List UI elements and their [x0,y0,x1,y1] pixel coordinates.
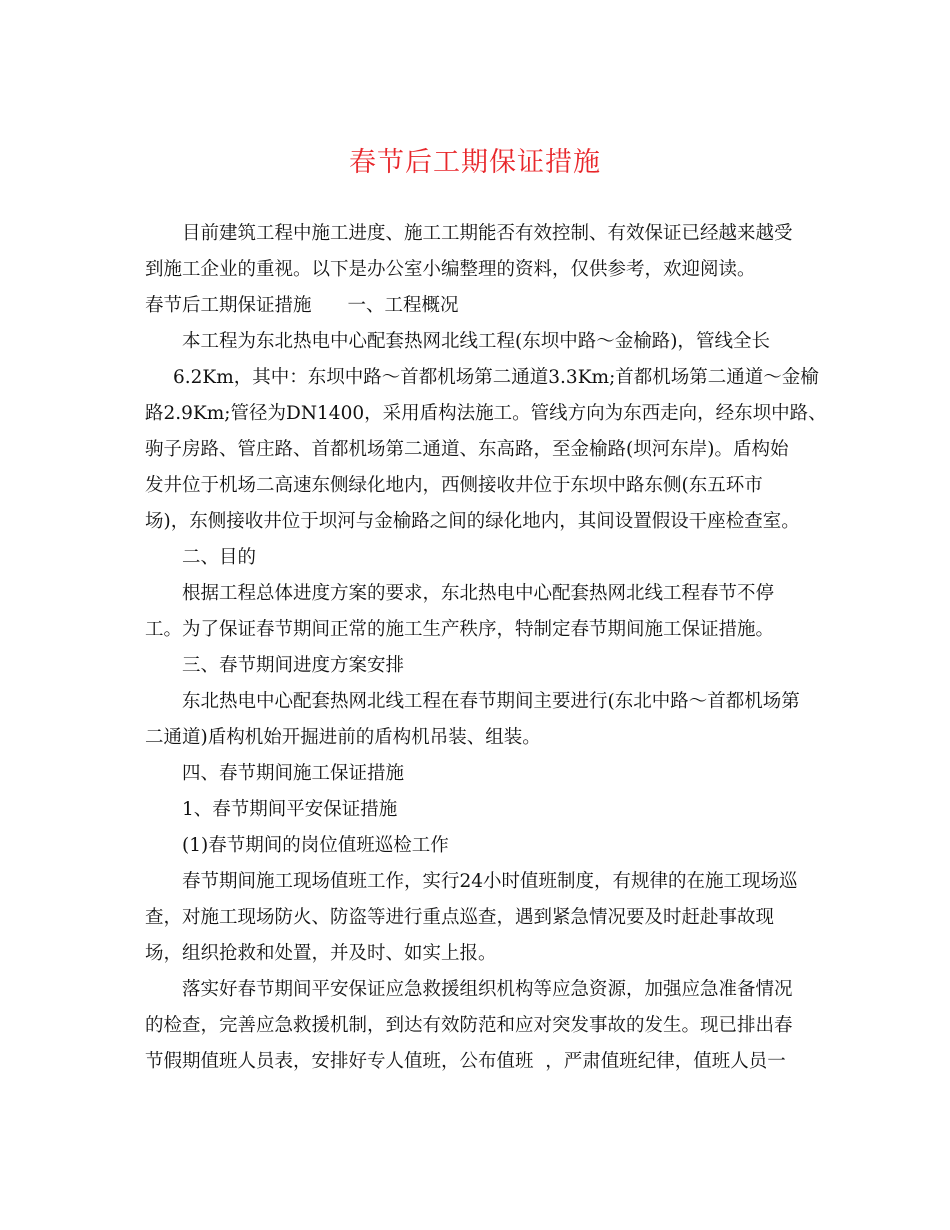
paragraph-line: 6.2Km，其中：东坝中路～首都机场第二通道3.3Km;首都机场第二通道～金榆 [173,367,819,388]
paragraph-line: 二通道)盾构机始开掘进前的盾构机吊装、组装。 [145,727,541,748]
paragraph-line: 本工程为东北热电中心配套热网北线工程(东坝中路～金榆路)，管线全长 [182,331,770,352]
paragraph-line: 的检查，完善应急救援机制，到达有效防范和应对突发事故的发生。现已排出春 [145,1015,793,1036]
section-heading: 一、工程概况 [347,295,459,316]
subtitle-text: 春节后工期保证措施 [145,295,312,316]
subsection-heading: (1)春节期间的岗位值班巡检工作 [182,835,449,856]
document-body [145,216,827,1080]
paragraph-line: 春节期间施工现场值班工作，实行24小时值班制度，有规律的在施工现场巡 [182,871,798,892]
paragraph-line: 路2.9Km;管径为DN1400，采用盾构法施工。管线方向为东西走向，经东坝中路、 [145,403,827,424]
paragraph-line: 工。为了保证春节期间正常的施工生产秩序，特制定春节期间施工保证措施。 [145,619,775,640]
section-heading: 四、春节期间施工保证措施 [182,763,405,784]
paragraph-line: 场)，东侧接收井位于坝河与金榆路之间的绿化地内，其间设置假设干座检查室。 [145,511,800,532]
paragraph-line: 落实好春节期间平安保证应急救援组织机构等应急资源，加强应急准备情况 [182,979,793,1000]
paragraph-line: 发井位于机场二高速东侧绿化地内，西侧接收井位于东坝中路东侧(东五环市 [145,475,763,496]
paragraph-line: 查，对施工现场防火、防盗等进行重点巡查，遇到紧急情况要及时赶赴事故现 [145,907,775,928]
paragraph-line: 目前建筑工程中施工进度、施工工期能否有效控制、有效保证已经越来越受 [182,223,793,244]
paragraph-line: 驹子房路、管庄路、首都机场第二通道、东高路，至金榆路(坝河东岸)。盾构始 [145,439,789,460]
section-heading-line [145,288,815,324]
section-heading: 二、目的 [182,547,257,568]
paragraph-line: 东北热电中心配套热网北线工程在春节期间主要进行(东北中路～首都机场第 [182,691,800,712]
paragraph-line: 场，组织抢救和处置，并及时、如实上报。 [145,943,497,964]
paragraph-line: 根据工程总体进度方案的要求，东北热电中心配套热网北线工程春节不停 [182,583,775,604]
document-title: 春节后工期保证措施 [349,147,601,178]
paragraph-line: 节假期值班人员表，安排好专人值班，公布值班 ，严肃值班纪律，值班人员一 [145,1051,786,1072]
section-heading: 三、春节期间进度方案安排 [182,655,405,676]
paragraph-line: 到施工企业的重视。以下是办公室小编整理的资料，仅供参考，欢迎阅读。 [145,259,756,280]
subsection-heading: 1、春节期间平安保证措施 [182,799,398,820]
